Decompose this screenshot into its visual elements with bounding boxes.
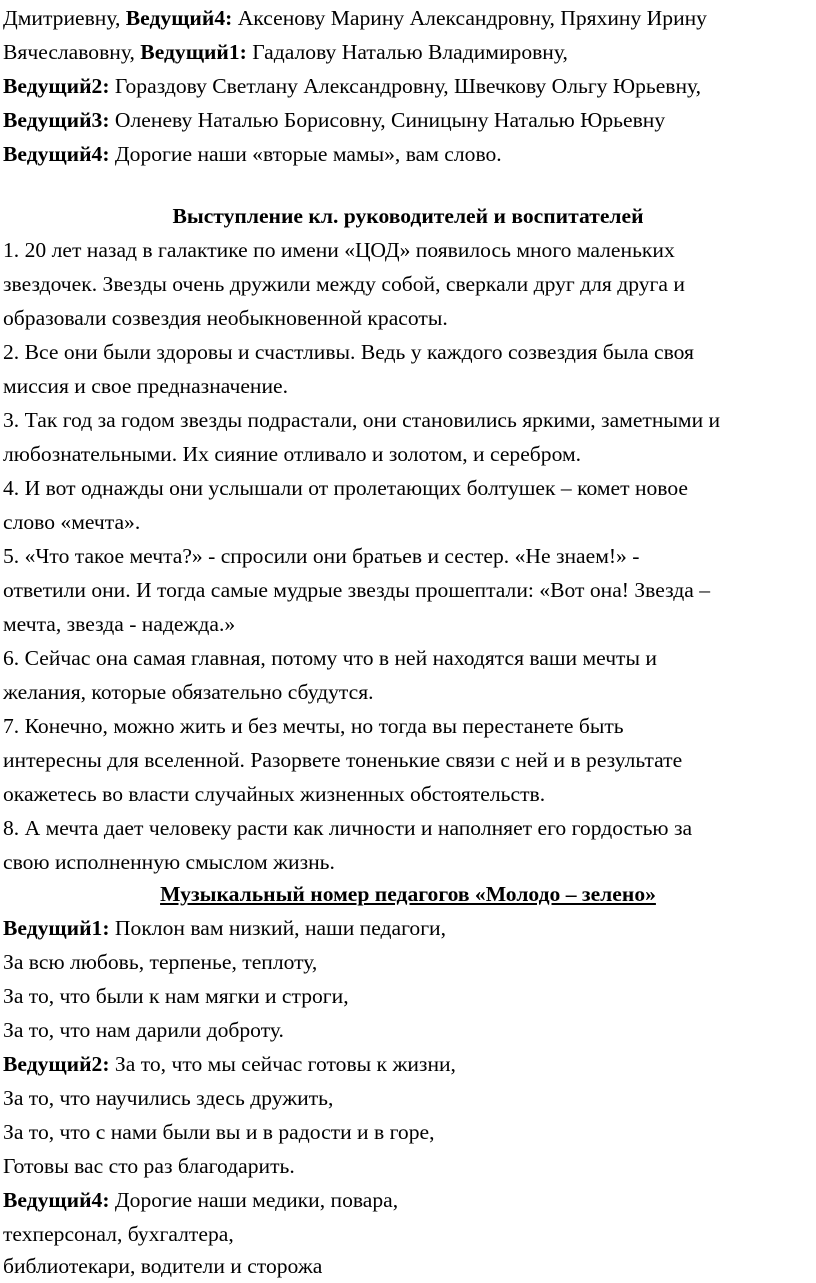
intro-text: Аксенову Марину Александровну, Пряхину Ирину bbox=[232, 6, 707, 30]
verse-line bbox=[3, 918, 446, 940]
verse-line: За то, что с нами были вы и в радости и в горе, bbox=[3, 1120, 435, 1144]
speaker-label: Ведущий3: bbox=[3, 108, 110, 132]
verse-line: техперсонал, бухгалтера, bbox=[3, 1222, 234, 1246]
paragraph-line: 3. Так год за годом звезды подрастали, они становились яркими, заметными и bbox=[3, 408, 721, 432]
paragraph-line: окажетесь во власти случайных жизненных обстоятельств. bbox=[3, 782, 546, 806]
paragraph-line: ответили они. И тогда самые мудрые звезды прошептали: «Вот она! Звезда – bbox=[3, 578, 711, 602]
verse-line bbox=[3, 1190, 398, 1212]
intro-line-5 bbox=[3, 144, 502, 166]
verse-line: За то, что научились здесь дружить, bbox=[3, 1086, 334, 1110]
verse-line: Готовы вас сто раз благодарить. bbox=[3, 1154, 295, 1178]
speaker-label: Ведущий4: bbox=[3, 142, 110, 166]
section-heading: Выступление кл. руководителей и воспитателей bbox=[172, 204, 644, 228]
intro-line-2 bbox=[3, 42, 568, 64]
intro-line-4 bbox=[3, 110, 665, 132]
speaker-label: Ведущий4: bbox=[125, 6, 233, 30]
verse-text: За то, что мы сейчас готовы к жизни, bbox=[109, 1052, 456, 1076]
paragraph-line: 8. А мечта дает человеку расти как личности и наполняет его гордостью за bbox=[3, 816, 693, 840]
speaker-label: Ведущий2: bbox=[3, 1052, 110, 1076]
paragraph-line: слово «мечта». bbox=[3, 510, 141, 534]
intro-text: Дмитриевну, bbox=[3, 6, 126, 30]
speaker-label: Ведущий4: bbox=[3, 1188, 110, 1212]
verse-line: библиотекари, водители и сторожа bbox=[3, 1254, 323, 1278]
verse-text: Поклон вам низкий, наши педагоги, bbox=[109, 916, 447, 940]
speaker-label: Ведущий2: bbox=[3, 74, 110, 98]
intro-line-3 bbox=[3, 76, 701, 98]
paragraph-line: мечта, звезда - надежда.» bbox=[3, 612, 236, 636]
paragraph-line: 2. Все они были здоровы и счастливы. Ведь у каждого созвездия была своя bbox=[3, 340, 694, 364]
intro-line-1 bbox=[3, 8, 707, 30]
paragraph-line: интересны для вселенной. Разорвете тоненькие связи с ней и в результате bbox=[3, 748, 683, 772]
intro-text: Дорогие наши «вторые мамы», вам слово. bbox=[109, 142, 502, 166]
paragraph-line: 5. «Что такое мечта?» - спросили они братьев и сестер. «Не знаем!» - bbox=[3, 544, 640, 568]
paragraph-line: 1. 20 лет назад в галактике по имени «ЦОД» появилось много маленьких bbox=[3, 238, 675, 262]
intro-text: Вячеславовну, bbox=[3, 40, 141, 64]
intro-text: Гадалову Наталью Владимировну, bbox=[246, 40, 568, 64]
speaker-label: Ведущий1: bbox=[140, 40, 247, 64]
paragraph-line: 6. Сейчас она самая главная, потому что в ней находятся ваши мечты и bbox=[3, 646, 657, 670]
intro-text: Гораздову Светлану Александровну, Швечкову Ольгу Юрьевну, bbox=[109, 74, 702, 98]
paragraph-line: звездочек. Звезды очень дружили между собой, сверкали друг для друга и bbox=[3, 272, 685, 296]
verse-text: Дорогие наши медики, повара, bbox=[109, 1188, 399, 1212]
paragraph-line: любознательными. Их сияние отливало и золотом, и серебром. bbox=[3, 442, 582, 466]
paragraph-line: 4. И вот однажды они услышали от пролетающих болтушек – комет новое bbox=[3, 476, 688, 500]
paragraph-line: образовали созвездия необыкновенной красоты. bbox=[3, 306, 448, 330]
section-heading-underlined: Музыкальный номер педагогов «Молодо – зелено» bbox=[160, 882, 656, 906]
paragraph-line: свою исполненную смыслом жизнь. bbox=[3, 850, 335, 874]
speaker-label: Ведущий1: bbox=[3, 916, 110, 940]
paragraph-line: желания, которые обязательно сбудутся. bbox=[3, 680, 374, 704]
verse-line bbox=[3, 1054, 456, 1076]
verse-line: За то, что нам дарили доброту. bbox=[3, 1018, 284, 1042]
paragraph-line: миссия и свое предназначение. bbox=[3, 374, 289, 398]
verse-line: За то, что были к нам мягки и строги, bbox=[3, 984, 349, 1008]
verse-line: За всю любовь, терпенье, теплоту, bbox=[3, 950, 318, 974]
paragraph-line: 7. Конечно, можно жить и без мечты, но тогда вы перестанете быть bbox=[3, 714, 624, 738]
intro-text: Оленеву Наталью Борисовну, Синицыну Наталью Юрьевну bbox=[109, 108, 666, 132]
